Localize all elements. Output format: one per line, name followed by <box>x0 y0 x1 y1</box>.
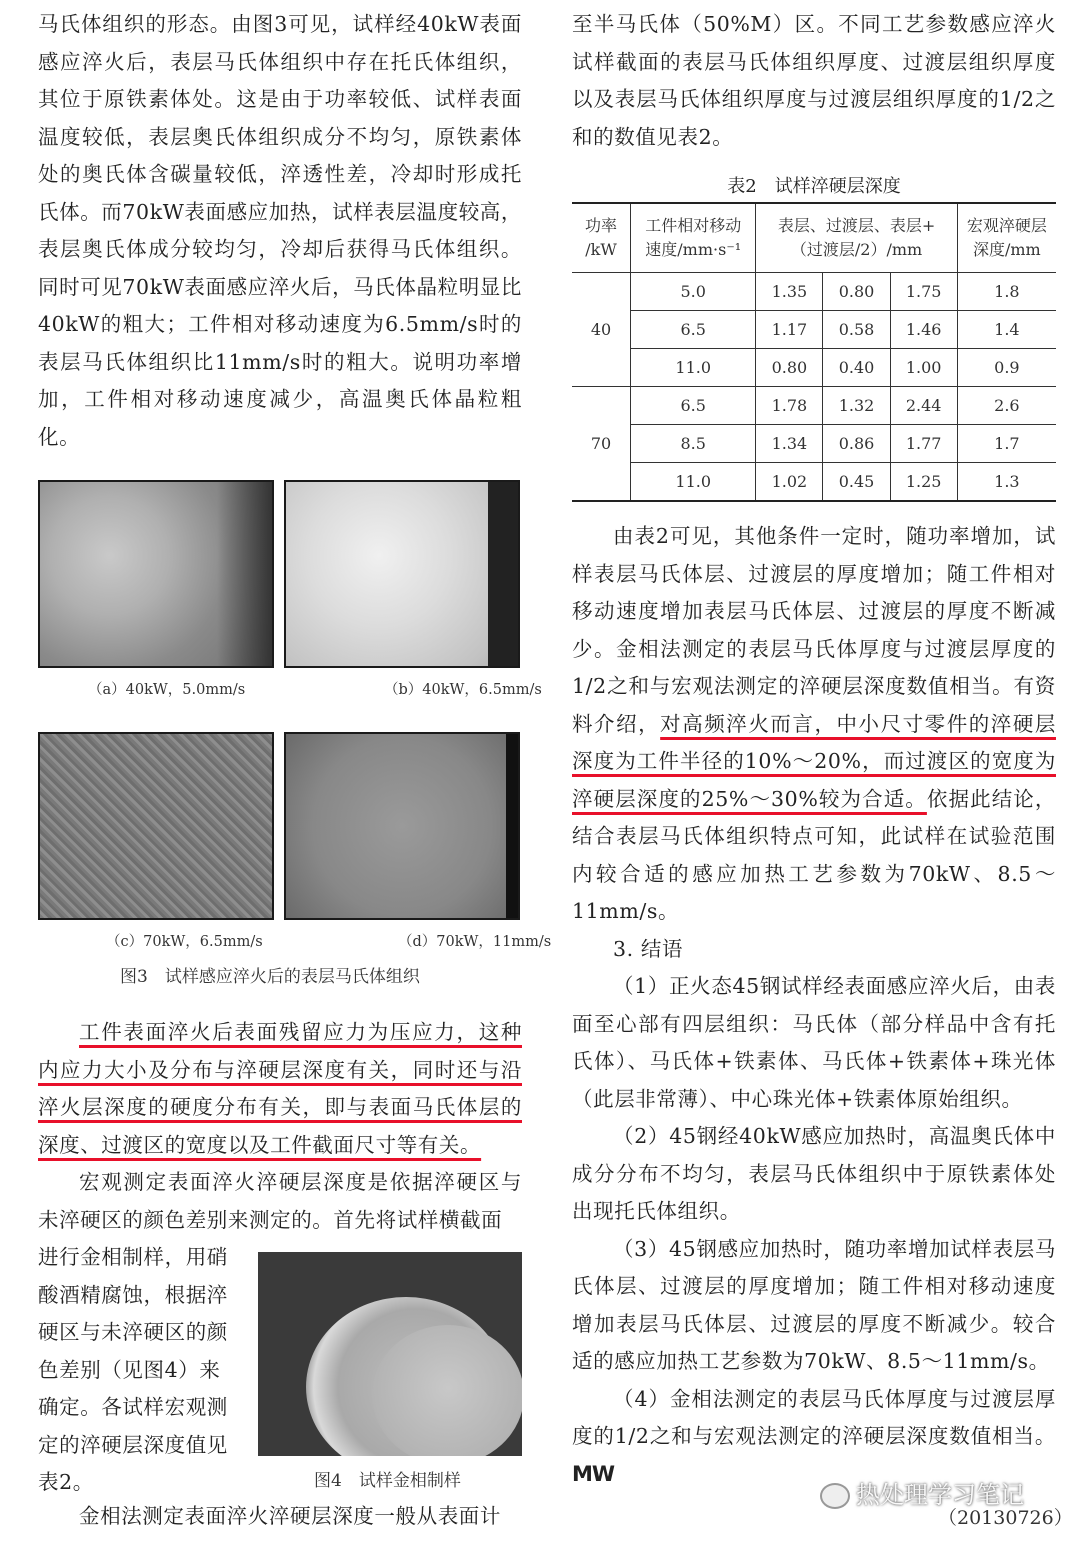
underlined-residual-stress: 工件表面淬火后表面残留应力为压应力，这种内应力大小及分布与淬硬层深度有关，同时还与沿淬火层深度的硬度分布有关，即与表面马氏体层的深度、过渡区的宽度以及工件截面尺寸等有关。 <box>38 1020 522 1157</box>
table-row: 40 5.0 1.35 0.80 1.75 1.8 <box>572 273 1056 311</box>
table-row: 11.0 0.80 0.40 1.00 0.9 <box>572 349 1056 387</box>
table-row: 11.0 1.02 0.45 1.25 1.3 <box>572 463 1056 502</box>
header-macro-depth: 宏观淬硬层 深度/mm <box>957 203 1056 273</box>
paragraph-table-intro: 至半马氏体（50%M）区。不同工艺参数感应淬火试样截面的表层马氏体组织厚度、过渡层组织厚度以及表层马氏体组织厚度与过渡层组织厚度的1/2之和的数值见表2。 <box>572 12 1056 149</box>
figure-3-title: 图3 试样感应淬火后的表层马氏体组织 <box>120 967 420 987</box>
paragraph-table-analysis: 由表2可见，其他条件一定时，随功率增加，试样表层马氏体层、过渡层的厚度增加；随工件相对移动速度增加表层马氏体层、过渡层的厚度不断减少。金相法测定的表层马氏体厚度与过渡层厚度的1/2之和与宏观法测定的淬硬层深度数值相当。有资料介绍，对高频淬火而言，中小尺寸零件的淬硬层深度为工件半径的10%～20%，而过渡区的宽度为淬硬层深度的25%～30%较为合适。依据此结论，结合表层马氏体组织特点可知，此试样在试验范围内较合适的感应加热工艺参数为70kW、8.5～11mm/s。 <box>572 524 1056 923</box>
caption-d: （d）70kW，11mm/s <box>398 934 552 950</box>
conclusion-3: （3）45钢感应加热时，随功率增加试样表层马氏体层、过渡层的厚度增加；随工件相对移动速度增加表层马氏体层、过渡层的厚度不断减少。较合适的感应加热工艺参数为70kW、8.5～11mm/s。 <box>572 1236 1056 1373</box>
header-speed: 工件相对移动 速度/mm·s⁻¹ <box>631 203 756 273</box>
paragraph-macro-method: 宏观测定表面淬火淬硬层深度是依据淬硬区与未淬硬区的颜色差别来测定的。首先将试样横截面 <box>38 1170 522 1232</box>
paragraph-metallographic-method: 金相法测定表面淬火淬硬层深度一般从表面计 <box>79 1504 501 1528</box>
caption-a: （a）40kW，5.0mm/s <box>88 682 246 698</box>
table-header-row <box>572 203 1056 273</box>
table-row: 70 6.5 1.78 1.32 2.44 2.6 <box>572 387 1056 425</box>
table-2 <box>572 202 1056 502</box>
paragraph-martensite-morphology: 马氏体组织的形态。由图3可见，试样经40kW表面感应淬火后，表层马氏体组织中存在托氏体组织，其位于原铁素体处。这是由于功率较低、试样表面温度较低，表层奥氏体组织成分不均匀，原铁素体处的奥氏体含碳量较低，淬透性差，冷却时形成托氏体。而70kW表面感应加热，试样表层温度较高，表层奥氏体成分较均匀，冷却后获得马氏体组织。同时可见70kW表面感应淬火后，马氏体晶粒明显比40kW的粗大；工件相对移动速度为6.5mm/s时的表层马氏体组织比11mm/s时的粗大。说明功率增加，工件相对移动速度减少，高温奥氏体晶粒粗化。 <box>38 12 522 449</box>
wechat-icon <box>820 1483 850 1509</box>
header-layers: 表层、过渡层、表层+ （过渡层/2）/mm <box>756 203 957 273</box>
caption-c: （c）70kW，6.5mm/s <box>106 934 263 950</box>
conclusion-4: （4）金相法测定的表层马氏体厚度与过渡层厚度的1/2之和与宏观法测定的淬硬层深度数值相当。MW <box>572 1386 1056 1486</box>
micrograph-a <box>38 480 274 668</box>
caption-b: （b）40kW，6.5mm/s <box>384 682 542 698</box>
header-power: 功率 /kW <box>572 203 631 273</box>
paragraph-residual-stress <box>38 1014 522 1164</box>
micrograph-b <box>284 480 520 668</box>
table-2-title: 表2 试样淬硬层深度 <box>727 176 901 197</box>
paragraph-macro-method-cont: 进行金相制样，用硝 酸酒精腐蚀，根据淬 硬区与未淬硬区的颜 色差别（见图4）来 确定。各试样宏观测 定的淬硬层深度值见 表2。 <box>38 1245 228 1494</box>
table-row: 8.5 1.34 0.86 1.77 1.7 <box>572 425 1056 463</box>
sample-cross-section-photo <box>258 1252 522 1456</box>
conclusion-1: （1）正火态45钢试样经表面感应淬火后，由表面至心部有四层组织：马氏体（部分样品中含有托氏体）、马氏体+铁素体、马氏体+铁素体+珠光体（此层非常薄）、中心珠光体+铁素体原始组织。 <box>572 974 1056 1111</box>
micrograph-d <box>284 732 520 920</box>
article-date: （20130726） <box>938 1507 1073 1529</box>
figure-4-title: 图4 试样金相制样 <box>314 1471 461 1491</box>
table-row: 6.5 1.17 0.58 1.46 1.4 <box>572 311 1056 349</box>
micrograph-c <box>38 732 274 920</box>
underlined-depth-guideline: 对高频淬火而言，中小尺寸零件的淬硬层深度为工件半径的10%～20%，而过渡区的宽度为淬硬层深度的25%～30%较为合适。 <box>572 711 1056 811</box>
section-heading-conclusion: 3. 结语 <box>613 936 684 961</box>
mw-logo: MW <box>572 1461 615 1486</box>
conclusion-2: （2）45钢经40kW感应加热时，高温奥氏体中成分分布不均匀，表层马氏体组织中于原铁素体处出现托氏体组织。 <box>572 1124 1056 1223</box>
watermark: 热处理学习笔记 <box>820 1475 1024 1510</box>
